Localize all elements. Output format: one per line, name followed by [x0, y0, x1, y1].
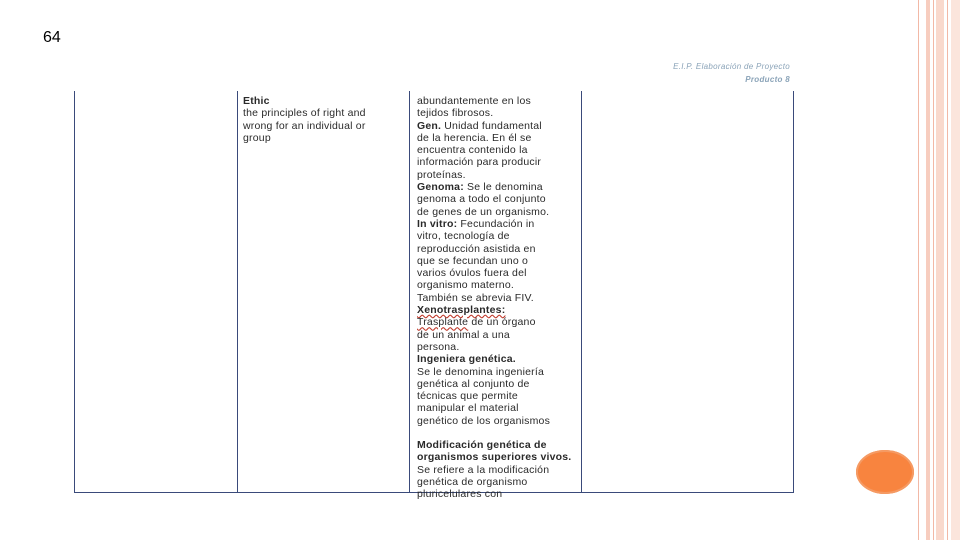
- glossary-text: de un órgano: [468, 316, 536, 329]
- glossary-term: Ingeniera genética.: [417, 353, 516, 366]
- glossary-line: [417, 243, 579, 255]
- column-divider: [237, 91, 238, 492]
- glossary-text: Fecundación in: [457, 217, 535, 230]
- glossary-line: [417, 488, 579, 500]
- glossary-text: abundantemente en los: [417, 95, 531, 107]
- ethic-definition-line: the principles of right and: [243, 107, 366, 120]
- glossary-text: genética al conjunto de: [417, 377, 530, 390]
- glossary-term: Xenotrasplantes:: [417, 304, 506, 317]
- glossary-text: manipular el material: [417, 402, 519, 415]
- glossary-line: [417, 107, 579, 119]
- glossary-line: [417, 316, 579, 328]
- glossary-text: genético de los organismos: [417, 414, 551, 427]
- glossary-term: Genoma:: [417, 181, 464, 194]
- decor-stripe: [947, 0, 948, 540]
- glossary-line: [417, 353, 579, 365]
- glossary-term: In vitro:: [417, 217, 458, 230]
- glossary-text: genoma a todo el conjunto: [417, 193, 546, 206]
- glossary-line: [417, 267, 579, 279]
- glossary-text: Unidad fundamental: [441, 119, 542, 132]
- glossary-text: vitro, tecnología de: [417, 230, 510, 243]
- glossary-line: [417, 476, 579, 488]
- ethic-definition-line: group: [243, 131, 271, 144]
- decor-stripe: [933, 0, 934, 540]
- glossary-line: [417, 439, 579, 451]
- glossary-text: técnicas que permite: [417, 390, 518, 403]
- glossary-text: Se refiere a la modificación: [417, 463, 550, 476]
- glossary-line: [417, 218, 579, 230]
- glossary-line: [417, 120, 579, 132]
- glossary-table: [74, 91, 794, 501]
- spacer: [417, 427, 579, 439]
- decor-circle: [856, 450, 914, 494]
- document-header-subtitle: Producto 8: [745, 75, 790, 84]
- glossary-line: [417, 378, 579, 390]
- decor-stripe: [936, 0, 944, 540]
- decor-stripe: [926, 0, 930, 540]
- glossary-line: [417, 95, 579, 107]
- glossary-text: organismo materno.: [417, 279, 514, 292]
- glossary-line: [417, 415, 579, 427]
- glossary-line: [417, 390, 579, 402]
- glossary-line: [417, 132, 579, 144]
- glossary-term: Modificación genética de: [417, 439, 547, 452]
- glossary-text: encuentra contenido la: [417, 144, 528, 157]
- glossary-line: [417, 206, 579, 218]
- glossary-text: de la herencia. En él se: [417, 131, 532, 144]
- column-divider: [581, 91, 582, 492]
- glossary-term: Gen.: [417, 119, 442, 132]
- page-number: 64: [43, 29, 61, 46]
- glossary-text: Trasplante: [417, 316, 469, 329]
- glossary-line: [417, 366, 579, 378]
- glossary-text: de un animal a una: [417, 328, 510, 341]
- glossary-line: [417, 451, 579, 463]
- glossary-line: [417, 169, 579, 181]
- glossary-line: [417, 304, 579, 316]
- glossary-text: reproducción asistida en: [417, 242, 536, 255]
- glossary-text: proteínas.: [417, 168, 466, 181]
- glossary-text: pluricelulares con: [417, 488, 503, 501]
- glossary-text: varios óvulos fuera del: [417, 267, 527, 280]
- glossary-line: [417, 279, 579, 291]
- glossary-text: Se le denomina: [463, 181, 543, 194]
- ethic-cell: [243, 95, 393, 144]
- glossary-text: También se abrevia FIV.: [417, 291, 534, 304]
- glossary-line: [417, 156, 579, 168]
- glossary-line: [417, 341, 579, 353]
- document-header-title: E.I.P. Elaboración de Proyecto: [673, 62, 790, 71]
- glossary-cell: [417, 95, 579, 501]
- glossary-line: [417, 144, 579, 156]
- glossary-text: que se fecundan uno o: [417, 254, 529, 267]
- glossary-text: persona.: [417, 340, 460, 353]
- column-divider: [409, 91, 410, 492]
- glossary-line: [417, 193, 579, 205]
- glossary-text: Se le denomina ingeniería: [417, 365, 545, 378]
- glossary-line: [417, 464, 579, 476]
- glossary-text: tejidos fibrosos.: [417, 107, 494, 120]
- glossary-text: información para producir: [417, 156, 542, 169]
- glossary-line: [417, 181, 579, 193]
- glossary-line: [417, 329, 579, 341]
- ethic-definition-line: wrong for an individual or: [243, 119, 366, 132]
- decor-stripe: [951, 0, 960, 540]
- glossary-text: genética de organismo: [417, 475, 528, 488]
- ethic-term: Ethic: [243, 95, 270, 107]
- glossary-text: de genes de un organismo.: [417, 205, 550, 218]
- glossary-line: [417, 230, 579, 242]
- glossary-line: [417, 255, 579, 267]
- glossary-term: organismos superiores vivos.: [417, 451, 572, 464]
- decor-stripe: [918, 0, 919, 540]
- glossary-line: [417, 402, 579, 414]
- glossary-line: [417, 292, 579, 304]
